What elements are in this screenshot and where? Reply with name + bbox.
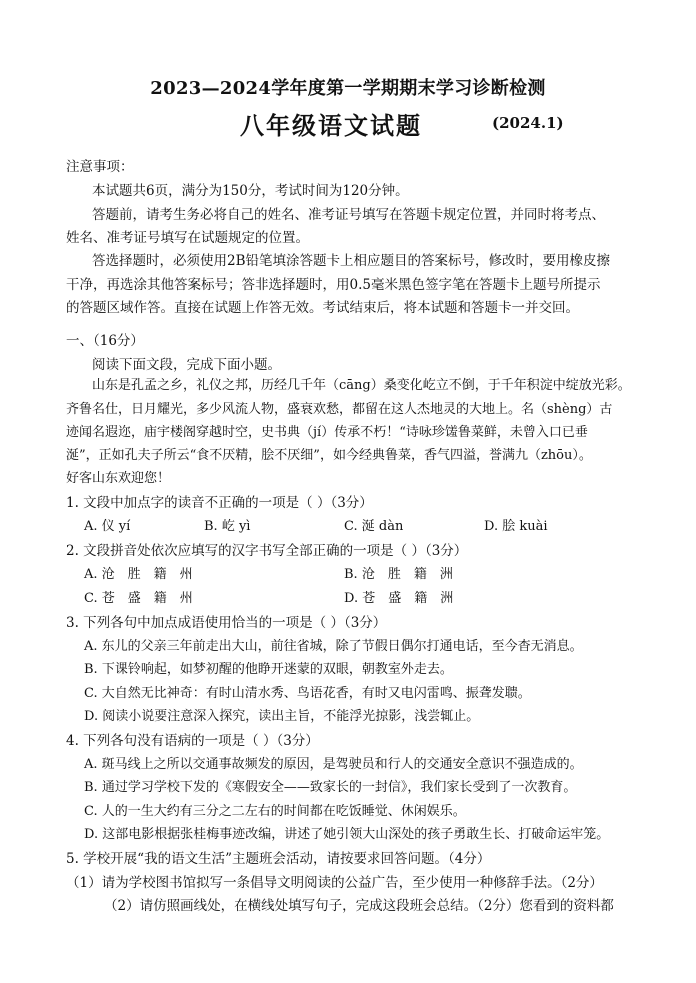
- option: B. 屹 yì: [204, 519, 251, 534]
- option: A. 仪 yí: [84, 519, 131, 534]
- section-heading: 一、（16分）: [66, 333, 144, 349]
- exam-date: (2024.1): [492, 114, 564, 132]
- notice-paragraph: 干净，再选涂其他答案标号；答非选择题时，用0.5毫米黑色签字笔在答题卡上题号所提示: [66, 277, 601, 293]
- notice-paragraph: 姓名、准考证号填写在试题规定的位置。: [66, 230, 309, 246]
- notice-paragraph: 答题前，请考生务必将自己的姓名、准考证号填写在答题卡规定位置，并同时将考点、: [92, 207, 605, 223]
- notice-paragraph: 本试题共6页，满分为150分，考试时间为120分钟。: [92, 183, 409, 199]
- section-intro: 阅读下面文段，完成下面小题。: [92, 357, 281, 373]
- question-stem: 5. 学校开展“我的语文生活”主题班会活动，请按要求回答问题。（4分）: [66, 851, 491, 867]
- question-stem: 2. 文段拼音处依次应填写的汉字书写全部正确的一项是（ ）（3分）: [66, 543, 468, 559]
- passage-line: 好客山东欢迎您！: [66, 471, 171, 486]
- question-stem: 1. 文段中加点字的读音不正确的一项是（ ）（3分）: [66, 495, 373, 511]
- option: D. 这部电影根据张桂梅事迹改编，讲述了她引领大山深处的孩子勇敢生长、打破命运牢笼。: [84, 827, 610, 842]
- option: D. 阅读小说要注意深入探究，读出主旨，不能浮光掠影，浅尝辄止。: [84, 709, 480, 724]
- question-stem: 4. 下列各句没有语病的一项是（ ）（3分）: [66, 733, 319, 749]
- notice-heading: 注意事项：: [66, 159, 134, 175]
- passage-line: 齐鲁名仕，日月耀光，多少风流人物，盛衰欢愁，都留在这人杰地灵的大地上。名（shèng）古: [66, 402, 613, 417]
- option: C. 人的一生大约有三分之二左右的时间都在吃饭睡觉、休闲娱乐。: [84, 804, 466, 819]
- option: C. 大自然无比神奇：有时山清水秀、鸟语花香，有时又电闪雷鸣、振聋发聩。: [84, 686, 531, 701]
- exam-subtitle: 八年级语文试题: [240, 111, 422, 140]
- sub-question: （1）请为学校图书馆拟写一条倡导文明阅读的公益广告，至少使用一种修辞手法。（2分）: [66, 875, 603, 891]
- option: D. 苍 盛 籍 洲: [344, 591, 454, 606]
- passage-line: 涎”，正如孔夫子所云“食不厌精，脍不厌细”，如今经典鲁菜，香气四溢，誉满九（zhōu）。: [66, 448, 592, 463]
- exam-title: 2023—2024学年度第一学期期末学习诊断检测: [150, 78, 546, 99]
- option: A. 沧 胜 籍 州: [84, 567, 193, 582]
- passage-line: 迹闻名遐迩，庙宇楼阁穿越时空，史书典（jí）传承不朽！“诗咏珍馐鲁菜鲜，未曾入口已垂: [66, 425, 588, 440]
- option: B. 通过学习学校下发的《寒假安全——致家长的一封信》，我们家长受到了一次教育。: [84, 780, 577, 795]
- option: B. 下课铃响起，如梦初醒的他睁开迷蒙的双眼，朝教室外走去。: [84, 662, 453, 677]
- option: C. 苍 盛 籍 州: [84, 591, 193, 606]
- option: B. 沧 胜 籍 洲: [344, 567, 453, 582]
- option: D. 脍 kuài: [484, 519, 548, 534]
- option: C. 涎 dàn: [344, 519, 404, 534]
- question-stem: 3. 下列各句中加点成语使用恰当的一项是（ ）（3分）: [66, 615, 387, 631]
- passage-line: 山东是孔孟之乡，礼仪之邦，历经几千年（cāng）桑变化屹立不倒，于千年积淀中绽放光彩。: [92, 378, 631, 393]
- option: A. 斑马线上之所以交通事故频发的原因，是驾驶员和行人的交通安全意识不强造成的。: [84, 757, 583, 772]
- notice-paragraph: 答选择题时，必须使用2B铅笔填涂答题卡上相应题目的答案标号，修改时，要用橡皮擦: [92, 253, 611, 269]
- sub-question: （2）请仿照画线处，在横线处填写句子，完成这段班会总结。（2分）您看到的资料都: [104, 898, 614, 914]
- option: A. 东儿的父亲三年前走出大山，前往省城，除了节假日偶尔打通电话，至今杳无消息。: [84, 639, 583, 654]
- notice-paragraph: 的答题区域作答。直接在试题上作答无效。考试结束后，将本试题和答题卡一并交回。: [66, 300, 579, 316]
